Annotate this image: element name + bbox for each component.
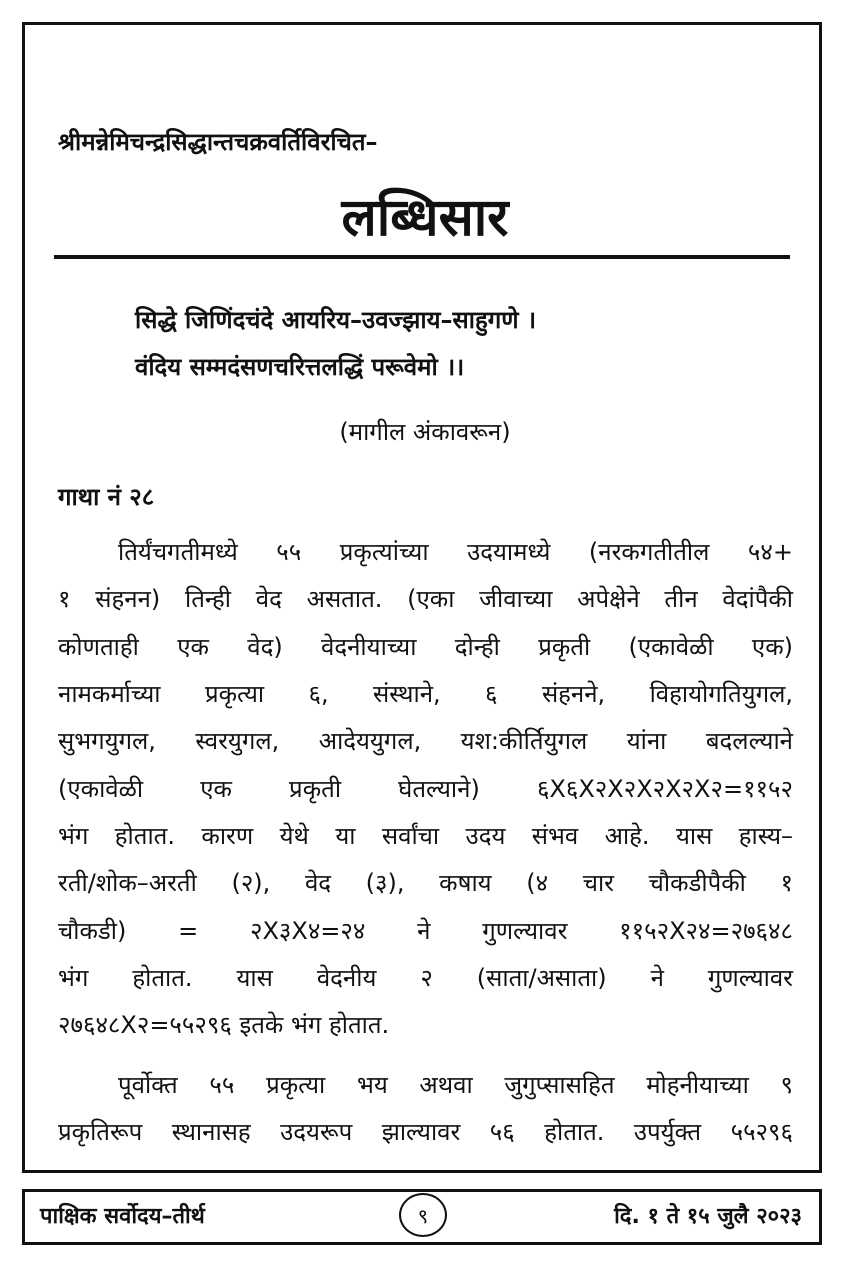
paragraph-line: प्रकृतिरूप स्थानासह उदयरूप झाल्यावर ५६ होतात. उपर्युक्त ५५२९६ [58, 1118, 793, 1146]
continuation-note: (मागील अंकावरून) [339, 418, 511, 446]
verse-line-1: सिद्धे जिणिंदचंदे आयरिय–उवज्झाय–साहुगणे । [135, 306, 537, 334]
paragraph-line: भंग होतात. यास वेदनीय २ (साता/असाता) ने गुणल्यावर [58, 964, 793, 992]
title-divider [54, 255, 790, 259]
paragraph-line: २७६४८X२=५५२९६ इतके भंग होतात. [58, 1011, 390, 1039]
author-line: श्रीमन्नेमिचन्द्रसिद्धान्तचक्रवर्तिविरचित– [58, 128, 378, 156]
page-title: लब्धिसार [341, 187, 509, 248]
publication-name: पाक्षिक सर्वोदय–तीर्थ [40, 1204, 205, 1229]
page-number: ९ [399, 1193, 447, 1237]
paragraph-line: पूर्वोक्त ५५ प्रकृत्या भय अथवा जुगुप्सासहित मोहनीयाच्या ९ [118, 1071, 793, 1099]
verse-line-2: वंदिय सम्मदंसणचरित्तलद्धिं परूवेमो ।। [135, 353, 465, 381]
issue-date: दि. १ ते १५ जुलै २०२३ [614, 1204, 802, 1229]
paragraph-line: नामकर्माच्या प्रकृत्या ६, संस्थाने, ६ संहनने, विहायोगतियुगल, [58, 680, 793, 708]
paragraph-line: १ संहनन) तिन्ही वेद असतात. (एका जीवाच्या अपेक्षेने तीन वेदांपैकी [58, 585, 793, 613]
paragraph-line: चौकडी) = २X३X४=२४ ने गुणल्यावर ११५२X२४=२७६४८ [58, 917, 793, 945]
paragraph-line: रती/शोक–अरती (२), वेद (३), कषाय (४ चार चौकडीपैकी १ [58, 869, 793, 897]
paragraph-line: कोणताही एक वेद) वेदनीयाच्या दोन्ही प्रकृती (एकावेळी एक) [58, 633, 793, 661]
paragraph-line: सुभगयुगल, स्वरयुगल, आदेययुगल, यश:कीर्तियुगल यांना बदलल्याने [58, 727, 793, 755]
paragraph-line: भंग होतात. कारण येथे या सर्वांचा उदय संभव आहे. यास हास्य– [58, 822, 793, 850]
paragraph-line: तिर्यंचगतीमध्ये ५५ प्रकृत्यांच्या उदयामध्ये (नरकगतीतील ५४+ [118, 538, 793, 566]
paragraph-line: (एकावेळी एक प्रकृती घेतल्याने) ६X६X२X२X२X२X२=११५२ [58, 775, 793, 803]
gatha-heading: गाथा नं २८ [58, 483, 155, 511]
